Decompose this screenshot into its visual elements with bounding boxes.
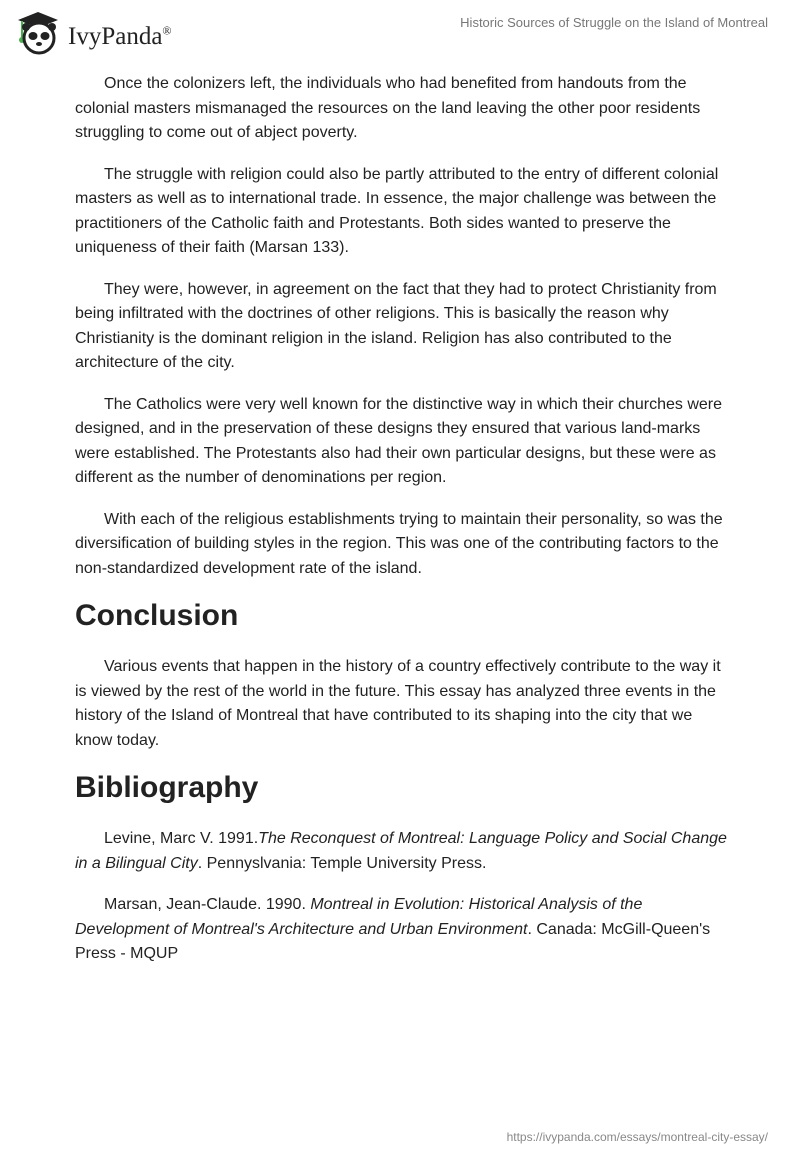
bibliography-heading: Bibliography [75,771,259,804]
source-url-link[interactable]: https://ivypanda.com/essays/montreal-city-essay/ [506,1130,768,1144]
paragraph: With each of the religious establishments trying to maintain their personality, so was the diversification of building styles in the region. This was one of the contributing factors to the non-standardized development rate of the island. [75,510,723,577]
bibliography-entry: Levine, Marc V. 1991.The Reconquest of Montreal: Language Policy and Social Change in a Bilingual City. Pennyslvania: Temple University Press. [75,830,727,872]
conclusion-heading: Conclusion [75,599,239,632]
paragraph: The struggle with religion could also be partly attributed to the entry of different colonial masters as well as to international trade. In essence, the major challenge was between the practitioners of the Catholic faith and Protestants. Both sides wanted to preserve the uniqueness of their faith (Marsan 133). [75,165,719,256]
bibliography-entry: Marsan, Jean-Claude. 1990. Montreal in Evolution: Historical Analysis of the Development of Montreal's Architecture and Urban Environment. Canada: McGill-Queen's Press - MQUP [75,896,711,962]
paragraph: They were, however, in agreement on the fact that they had to protect Christianity from being infiltrated with the doctrines of other religions. This is basically the reason why Christianity is the dominant religion in the island. Religion has also contributed to the architecture of the city. [75,280,717,371]
logo-text: IvyPanda® [68,23,172,50]
document-title: Historic Sources of Struggle on the Island of Montreal [460,15,768,30]
paragraph: Once the colonizers left, the individuals who had benefited from handouts from the colonial masters mismanaged the resources on the land leaving the other poor residents struggling to come out of abject poverty. [75,75,701,141]
conclusion-paragraph: Various events that happen in the history of a country effectively contribute to the way it is viewed by the rest of the world in the future. This essay has analyzed three events in the history of the Island of Montreal that have contributed to its shaping into the city that we know today. [75,658,721,749]
logo[interactable] [14,8,172,56]
paragraph: The Catholics were very well known for the distinctive way in which their churches were designed, and in the preservation of these designs they ensured that various land-marks were established. The Protestants also had their own particular designs, but these were as different as the number of denominations per region. [75,395,723,486]
essay-content [75,72,727,984]
panda-logo-icon [14,8,62,56]
